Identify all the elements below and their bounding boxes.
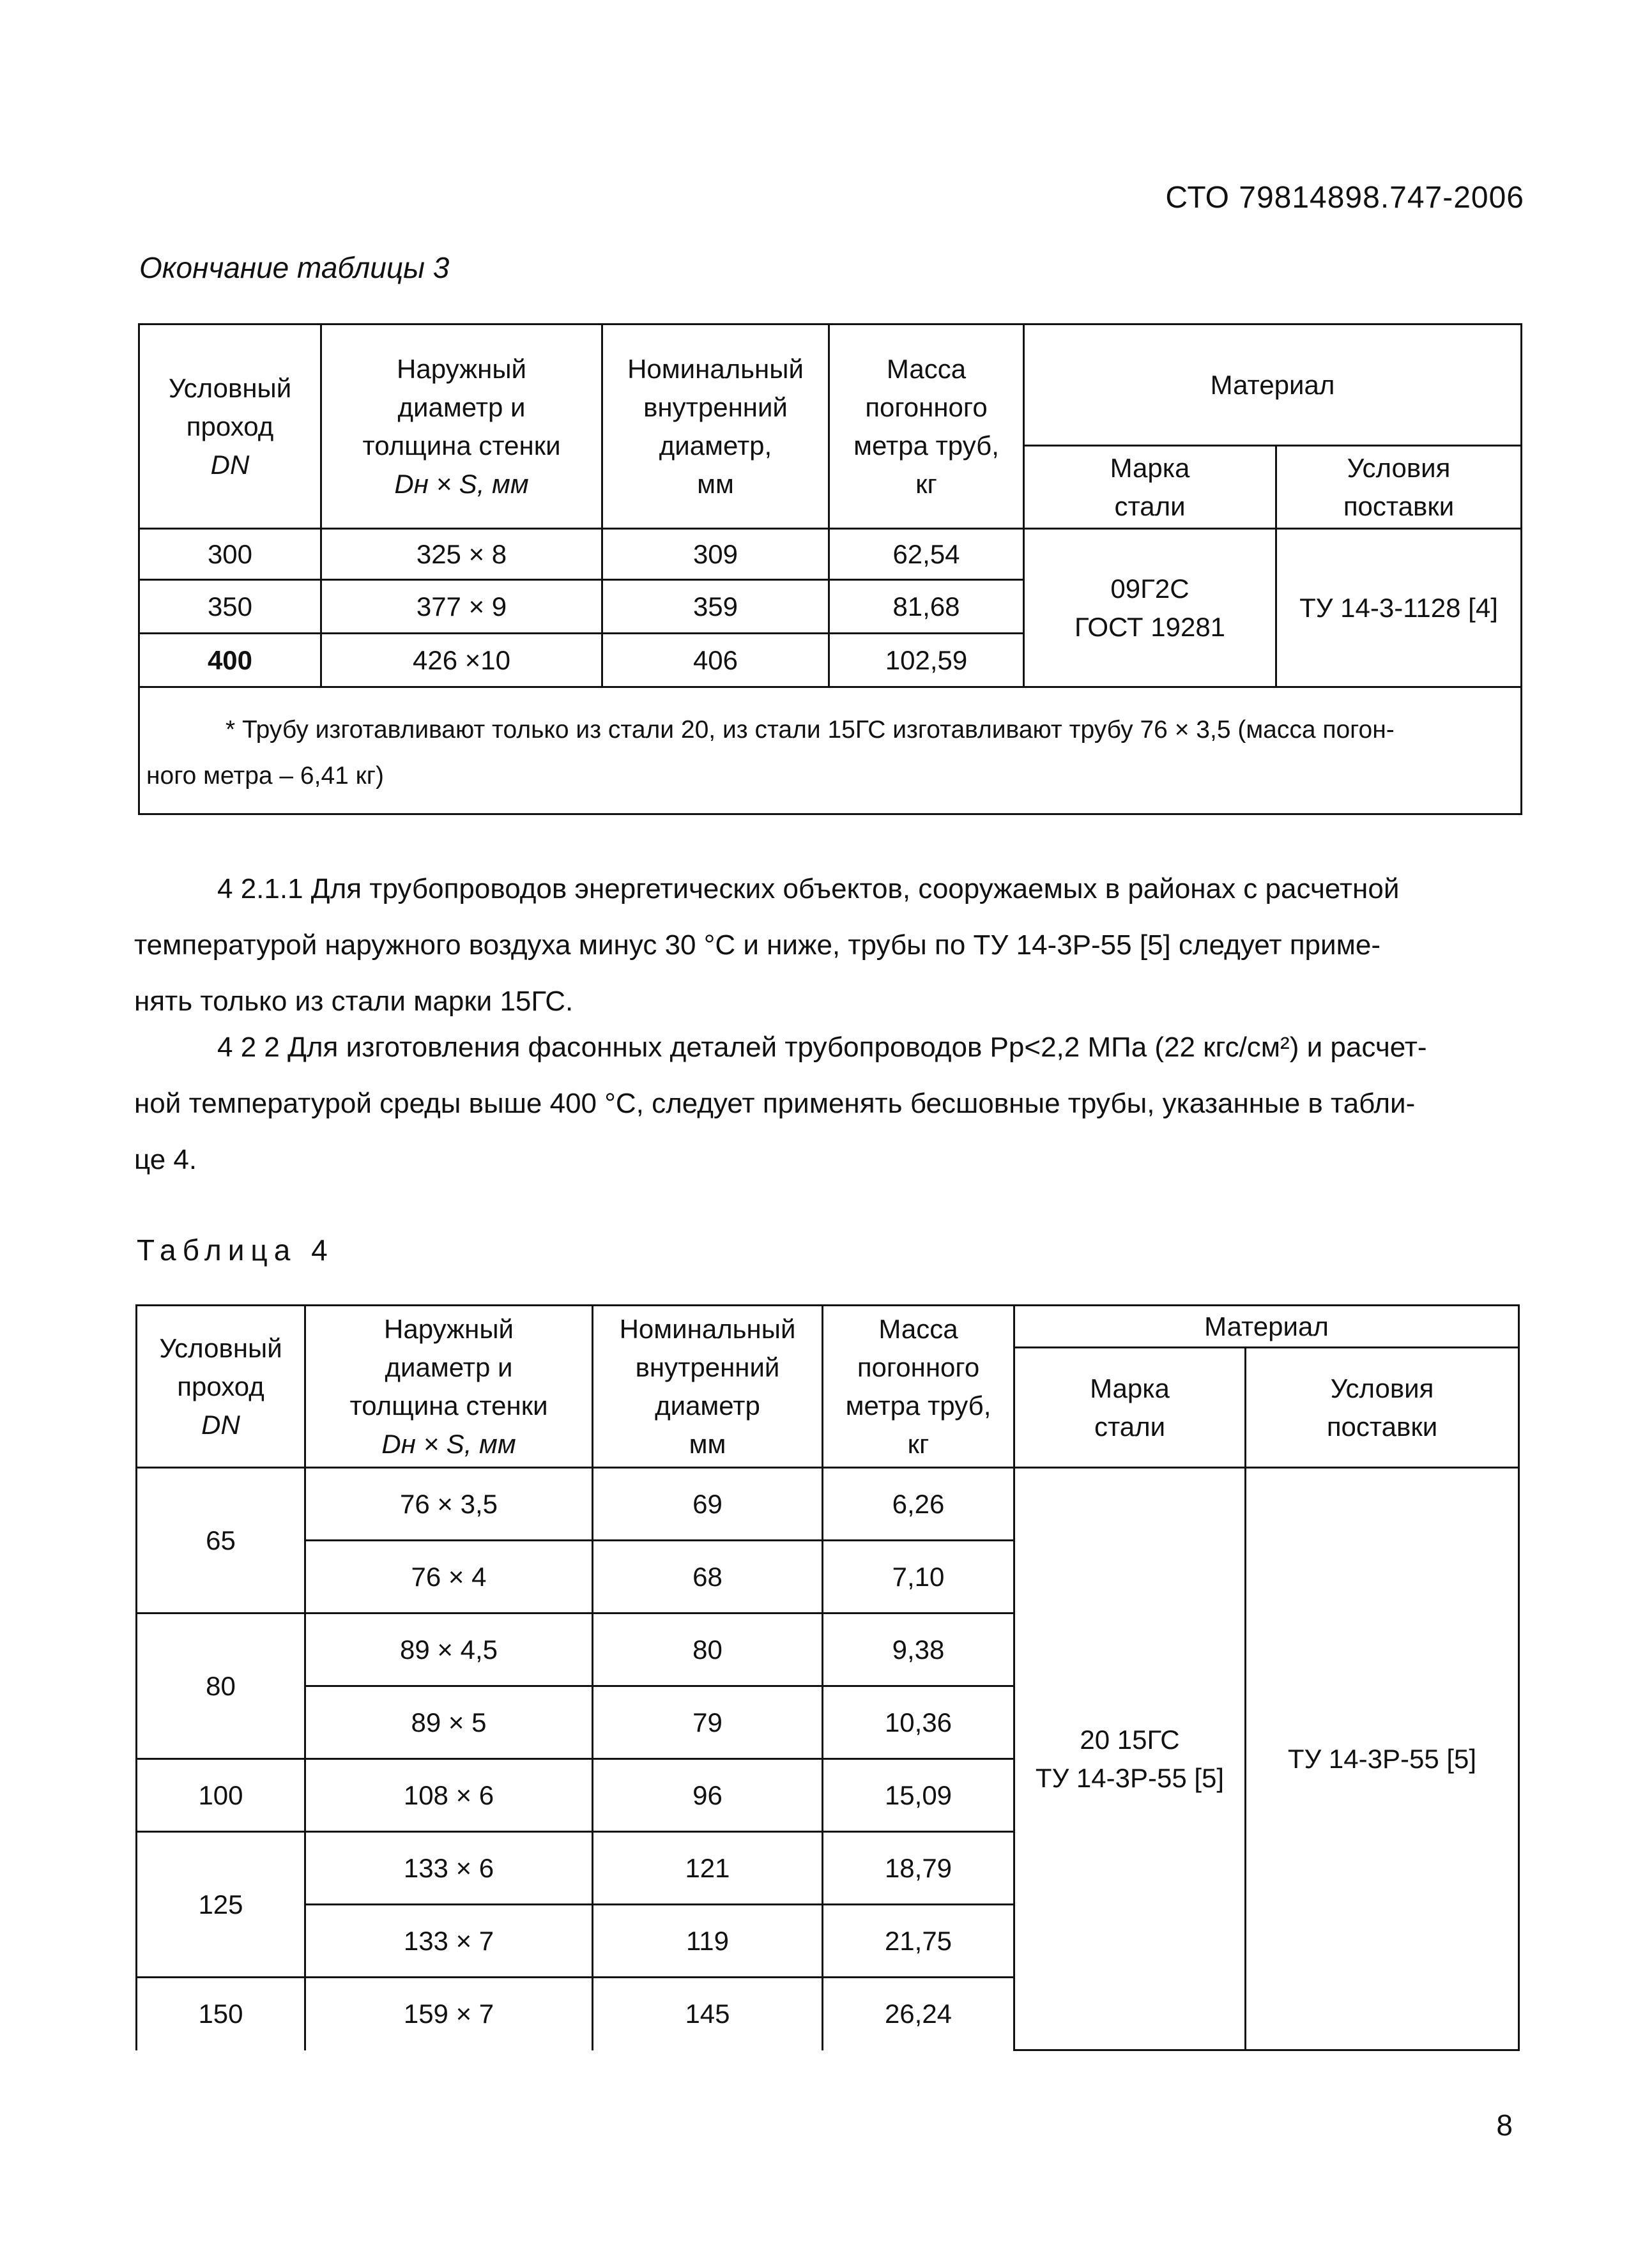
table4-inner-cell: 79 <box>593 1686 823 1759</box>
table4-mass-cell: 6,26 <box>823 1468 1014 1541</box>
table4-dn-cell: 125 <box>137 1832 305 1978</box>
table3-header-supply-conditions: Условия поставки <box>1276 446 1522 529</box>
table4-inner-cell: 69 <box>593 1468 823 1541</box>
paragraph-4-2-1-1: 4 2.1.1 Для трубопроводов энергетических объектов, сооружаемых в районах с расчетной температурой наружного воздуха минус 30 °С и ниже, трубы по ТУ 14-3Р-55 [5] следует приме- нять только из стали марки 15ГС. <box>134 873 1400 1017</box>
table3-header-mass: Масса погонного метра труб, кг <box>829 324 1024 529</box>
table4-inner-cell: 145 <box>593 1978 823 2050</box>
table4-header-inner-diameter: Номинальный внутренний диаметр мм <box>593 1306 823 1468</box>
table4-dn-cell: 100 <box>137 1759 305 1832</box>
table4-steel-cell: 20 15ГС ТУ 14-3Р-55 [5] <box>1014 1468 1246 2050</box>
table4-caption: Таблица 4 <box>137 1233 334 1267</box>
table4-supply-cell: ТУ 14-3Р-55 [5] <box>1246 1468 1519 2050</box>
table4-mass-cell: 10,36 <box>823 1686 1014 1759</box>
table3-outer-cell: 377 × 9 <box>321 580 602 634</box>
table3-header-row <box>139 324 1522 446</box>
table4-inner-cell: 96 <box>593 1759 823 1832</box>
table3-footnote: * Трубу изготавливают только из стали 20, из стали 15ГС изготавливают трубу 76 × 3,5 (масса погон- ного метра – 6,41 кг) <box>139 687 1522 814</box>
table-4 <box>135 1304 1520 2051</box>
table4-outer-cell: 133 × 7 <box>305 1905 593 1978</box>
table3-dn-cell: 400 <box>139 634 321 687</box>
table-3 <box>138 323 1522 815</box>
table3-supply-cell: ТУ 14-3-1128 [4] <box>1276 529 1522 687</box>
table4-header-row <box>137 1306 1519 1348</box>
table3-steel-cell: 09Г2С ГОСТ 19281 <box>1024 529 1276 687</box>
table3-mass-cell: 81,68 <box>829 580 1024 634</box>
table4-inner-cell: 68 <box>593 1541 823 1613</box>
table4-dn-cell: 80 <box>137 1613 305 1759</box>
table4-mass-cell: 9,38 <box>823 1613 1014 1686</box>
table3-footnote-row <box>139 687 1522 814</box>
table3-outer-cell: 426 ×10 <box>321 634 602 687</box>
table4-outer-cell: 76 × 3,5 <box>305 1468 593 1541</box>
table4-inner-cell: 119 <box>593 1905 823 1978</box>
table3-inner-cell: 359 <box>602 580 829 634</box>
table4-outer-cell: 133 × 6 <box>305 1832 593 1905</box>
table3-header-steel-grade: Марка стали <box>1024 446 1276 529</box>
table4-outer-cell: 89 × 5 <box>305 1686 593 1759</box>
table3-header-material: Материал <box>1024 324 1522 446</box>
page-number: 8 <box>1496 2109 1513 2142</box>
table3-inner-cell: 309 <box>602 529 829 580</box>
table4-outer-cell: 76 × 4 <box>305 1541 593 1613</box>
table4-outer-cell: 89 × 4,5 <box>305 1613 593 1686</box>
table-row <box>139 529 1522 580</box>
table3-inner-cell: 406 <box>602 634 829 687</box>
table3-outer-cell: 325 × 8 <box>321 529 602 580</box>
table3-mass-cell: 102,59 <box>829 634 1024 687</box>
table3-dn-cell: 300 <box>139 529 321 580</box>
table4-header-supply-conditions: Условия поставки <box>1246 1348 1519 1468</box>
table3-caption: Окончание таблицы 3 <box>139 251 450 284</box>
table4-header-dn: Условный проход DN <box>137 1306 305 1468</box>
table3-mass-cell: 62,54 <box>829 529 1024 580</box>
table4-dn-cell: 150 <box>137 1978 305 2050</box>
table4-inner-cell: 80 <box>593 1613 823 1686</box>
table4-mass-cell: 18,79 <box>823 1832 1014 1905</box>
table3-header-dn: Условный проход DN <box>139 324 321 529</box>
table3-dn-cell: 350 <box>139 580 321 634</box>
table4-dn-cell: 65 <box>137 1468 305 1613</box>
table4-header-material: Материал <box>1014 1306 1519 1348</box>
table3-header-outer-diameter: Наружный диаметр и толщина стенки Dн × S, мм <box>321 324 602 529</box>
document-code: СТО 79814898.747-2006 <box>1165 181 1524 215</box>
table4-mass-cell: 7,10 <box>823 1541 1014 1613</box>
table4-outer-cell: 159 × 7 <box>305 1978 593 2050</box>
paragraph-4-2-2: 4 2 2 Для изготовления фасонных деталей трубопроводов Рр<2,2 МПа (22 кгс/см²) и расчет- ной температурой среды выше 400 °С, следует применять бесшовные трубы, указанные в табли- це 4. <box>134 1032 1427 1175</box>
table-row <box>137 1468 1519 1541</box>
table4-outer-cell: 108 × 6 <box>305 1759 593 1832</box>
table4-header-outer-diameter: Наружный диаметр и толщина стенки Dн × S, мм <box>305 1306 593 1468</box>
table4-inner-cell: 121 <box>593 1832 823 1905</box>
table4-header-mass: Масса погонного метра труб, кг <box>823 1306 1014 1468</box>
table4-mass-cell: 26,24 <box>823 1978 1014 2050</box>
table3-header-inner-diameter: Номинальный внутренний диаметр, мм <box>602 324 829 529</box>
table4-mass-cell: 15,09 <box>823 1759 1014 1832</box>
table4-header-steel-grade: Марка стали <box>1014 1348 1246 1468</box>
table4-mass-cell: 21,75 <box>823 1905 1014 1978</box>
